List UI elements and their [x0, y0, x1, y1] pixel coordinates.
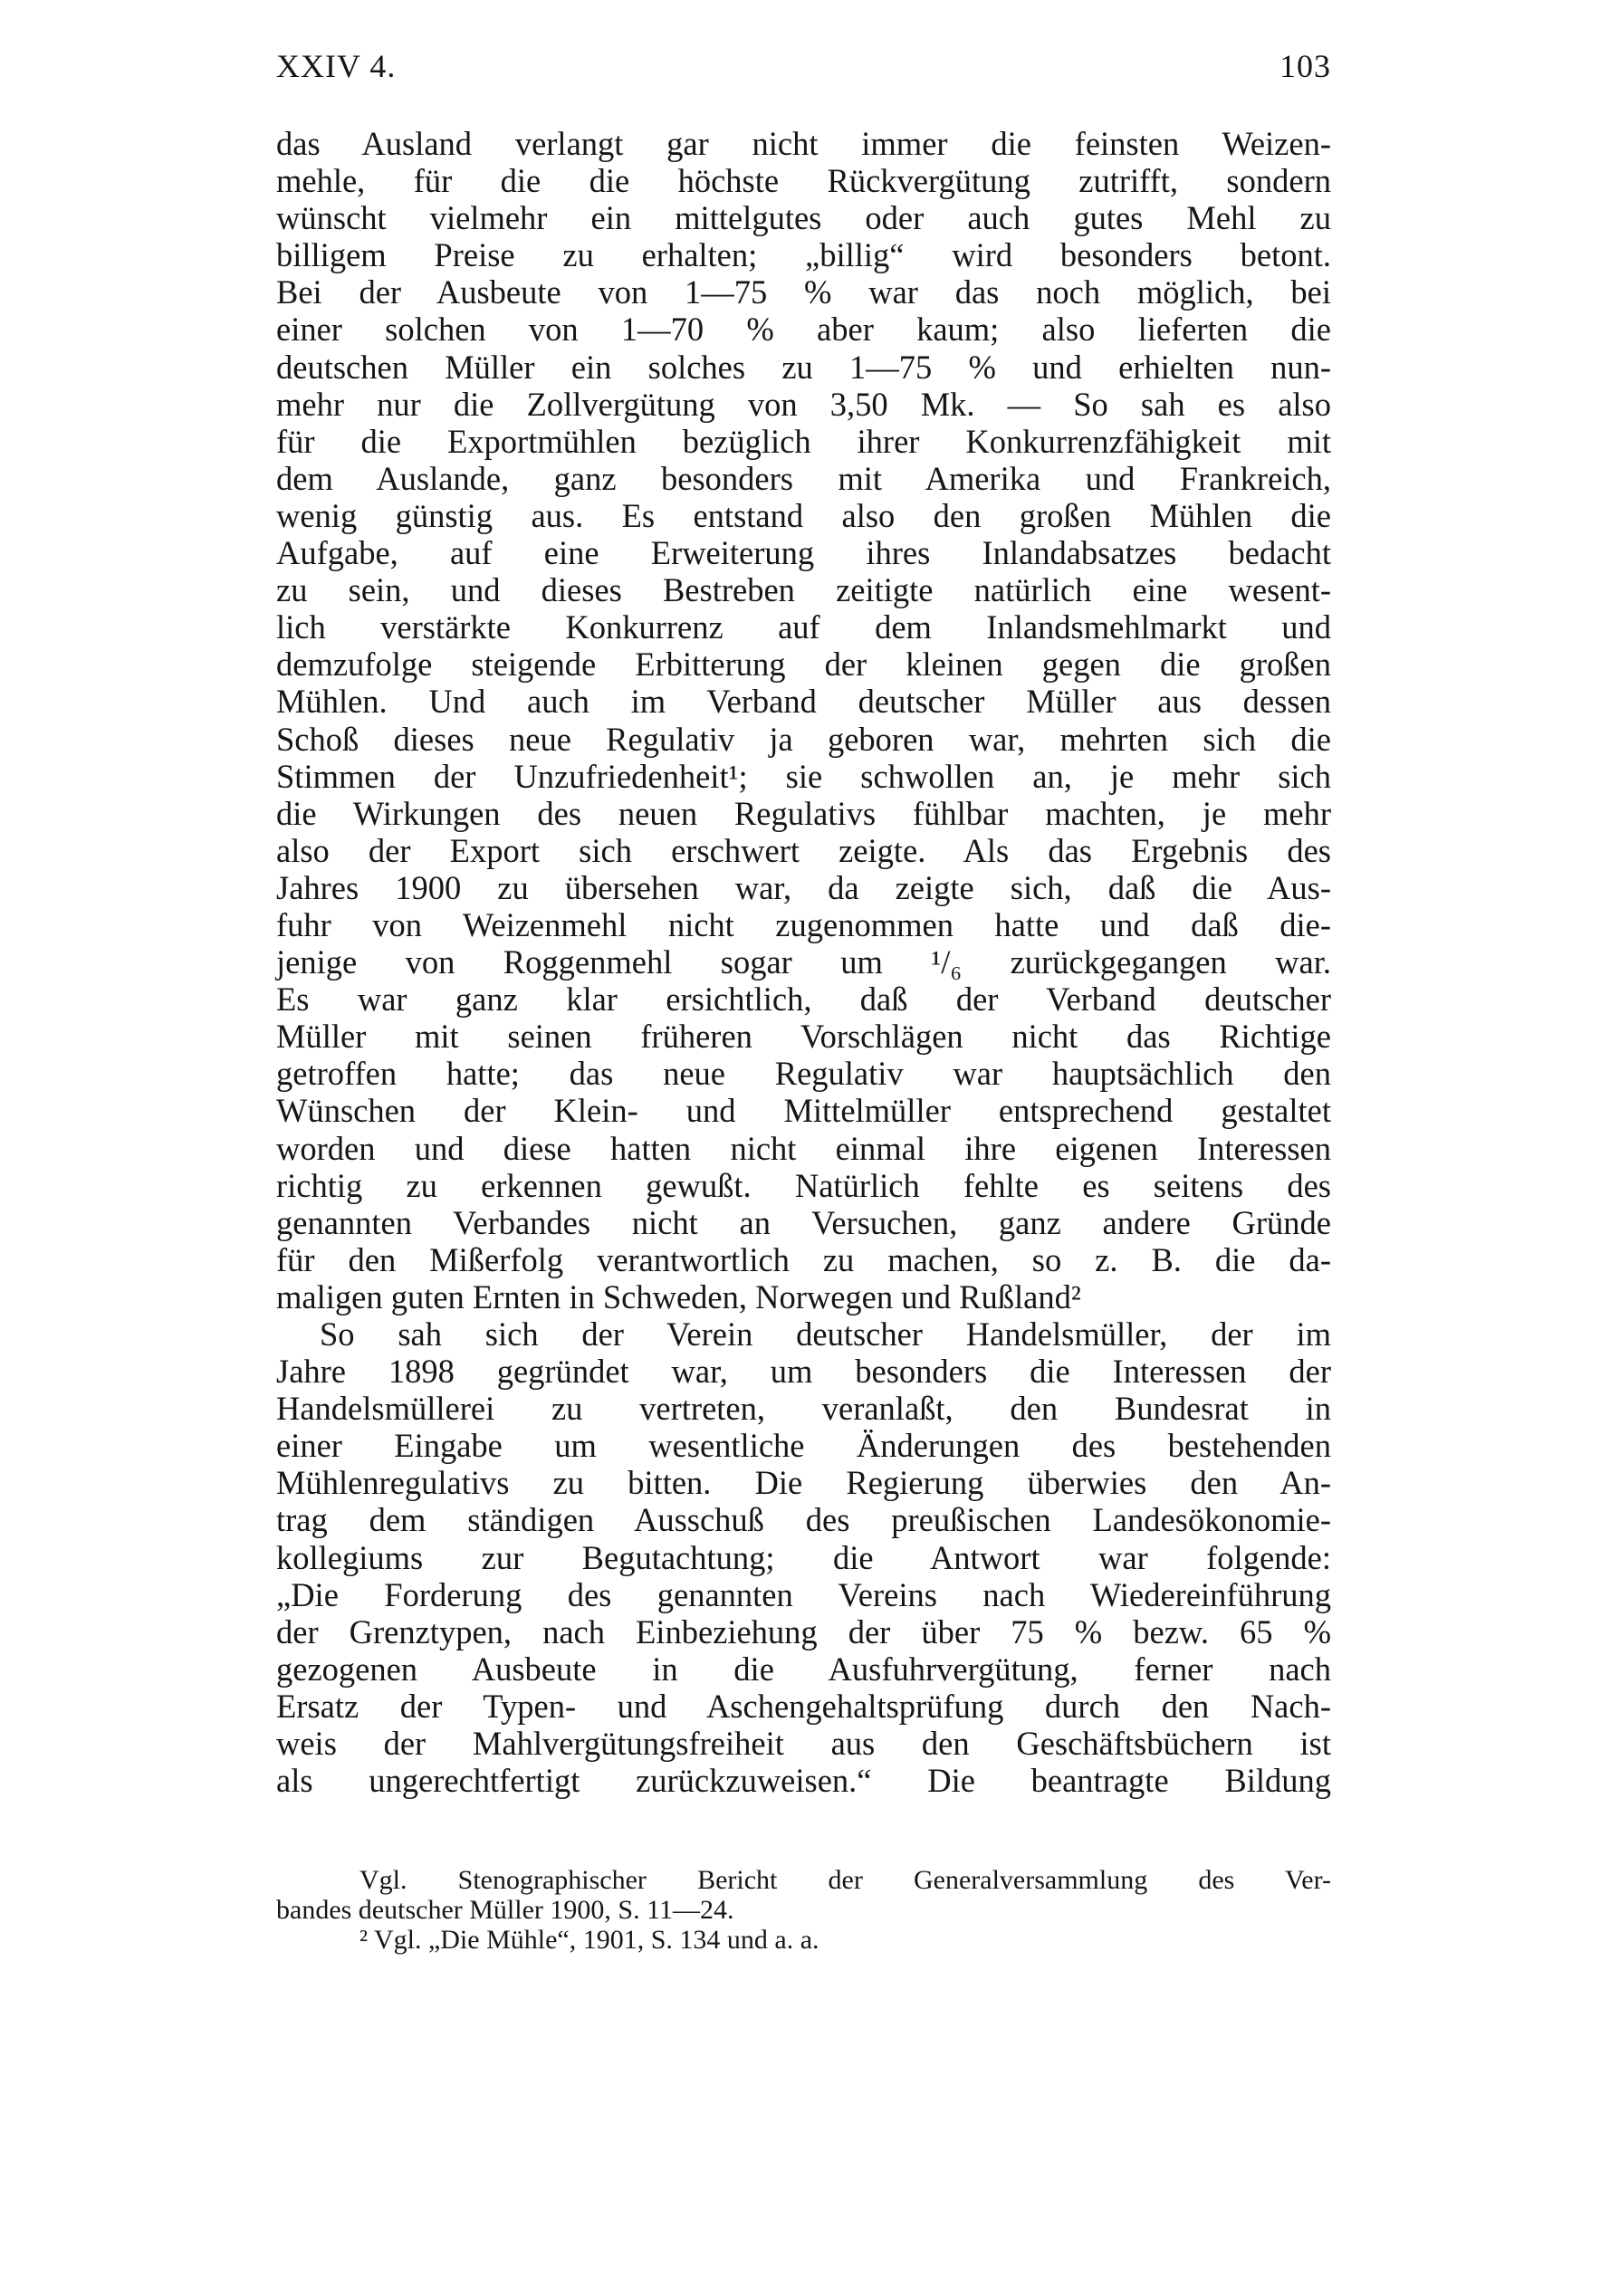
- footnote-2: ² Vgl. „Die Mühle“, 1901, S. 134 und a. a.: [359, 1925, 819, 1955]
- text-line: „Die Forderung des genannten Vereins nach Wiedereinführung: [276, 1575, 1331, 1613]
- footnote-1-continued: bandes deutscher Müller 1900, S. 11—24.: [276, 1895, 734, 1925]
- text-line: die Wirkungen des neuen Regulativs fühlbar machten, je mehr: [276, 794, 1331, 832]
- text-line: richtig zu erkennen gewußt. Natürlich fehlte es seitens des: [276, 1166, 1331, 1204]
- text-line: mehle, für die die höchste Rückvergütung zutrifft, sondern: [276, 162, 1331, 200]
- text-line: Es war ganz klar ersichtlich, daß der Verband deutscher: [276, 981, 1331, 1019]
- running-head: [276, 47, 1331, 92]
- chapter-marker: XXIV 4.: [276, 48, 397, 84]
- text-line: trag dem ständigen Ausschuß des preußischen Landesökonomie-: [276, 1501, 1331, 1539]
- text-line: deutschen Müller ein solches zu 1—75 % und erhielten nun-: [276, 348, 1331, 386]
- text-line: kollegiums zur Begutachtung; die Antwort war folgende:: [276, 1538, 1331, 1576]
- main-text: [276, 125, 1331, 1799]
- text-line: demzufolge steigende Erbitterung der kleinen gegen die großen: [276, 646, 1331, 684]
- text-line: wünscht vielmehr ein mittelgutes oder auch gutes Mehl zu: [276, 199, 1331, 237]
- text-line: Ersatz der Typen- und Aschengehaltsprüfung durch den Nach-: [276, 1687, 1331, 1725]
- text-line: Handelsmüllerei zu vertreten, veranlaßt, den Bundesrat in: [276, 1390, 1331, 1428]
- text-line: fuhr von Weizenmehl nicht zugenommen hatte und daß die-: [276, 905, 1331, 943]
- text-line: billigem Preise zu erhalten; „billig“ wird besonders betont.: [276, 236, 1331, 274]
- page-number: 103: [1279, 48, 1331, 84]
- text-line: einer solchen von 1—70 % aber kaum; also lieferten die: [276, 311, 1331, 349]
- text-line: einer Eingabe um wesentliche Änderungen des bestehenden: [276, 1427, 1331, 1465]
- text-line: getroffen hatte; das neue Regulativ war hauptsächlich den: [276, 1055, 1331, 1093]
- text-line: Mühlen. Und auch im Verband deutscher Müller aus dessen: [276, 683, 1331, 721]
- text-line: dem Auslande, ganz besonders mit Amerika und Frankreich,: [276, 459, 1331, 497]
- text-line: gezogenen Ausbeute in die Ausfuhrvergütung, ferner nach: [276, 1650, 1331, 1688]
- text-line: Wünschen der Klein- und Mittelmüller entsprechend gestaltet: [276, 1092, 1331, 1130]
- text-line: für die Exportmühlen bezüglich ihrer Konkurrenzfähigkeit mit: [276, 422, 1331, 460]
- text-line: also der Export sich erschwert zeigte. Als das Ergebnis des: [276, 831, 1331, 869]
- text-line: Stimmen der Unzufriedenheit¹; sie schwollen an, je mehr sich: [276, 757, 1331, 795]
- text-line: Jahre 1898 gegründet war, um besonders die Interessen der: [276, 1353, 1331, 1391]
- text-line: für den Mißerfolg verantwortlich zu machen, so z. B. die da-: [276, 1240, 1331, 1278]
- text-line: zu sein, und dieses Bestreben zeitigte natürlich eine wesent-: [276, 571, 1331, 609]
- paragraph-start-line: So sah sich der Verein deutscher Handelsmüller, der im: [320, 1315, 1331, 1353]
- footnotes: [276, 1865, 1331, 1955]
- text-line: Schoß dieses neue Regulativ ja geboren war, mehrten sich die: [276, 720, 1331, 758]
- text-line: Jahres 1900 zu übersehen war, da zeigte sich, daß die Aus-: [276, 868, 1331, 906]
- text-line: weis der Mahlvergütungsfreiheit aus den Geschäftsbüchern ist: [276, 1725, 1331, 1763]
- footnote-1: Vgl. Stenographischer Bericht der Generalversammlung des Ver-: [359, 1865, 1331, 1895]
- text-line: jenige von Roggenmehl sogar um ¹/₆ zurückgegangen war.: [276, 943, 1331, 981]
- text-line: worden und diese hatten nicht einmal ihre eigenen Interessen: [276, 1129, 1331, 1167]
- text-line: genannten Verbandes nicht an Versuchen, ganz andere Gründe: [276, 1203, 1331, 1241]
- text-line: Aufgabe, auf eine Erweiterung ihres Inlandabsatzes bedacht: [276, 534, 1331, 572]
- text-line: Bei der Ausbeute von 1—75 % war das noch möglich, bei: [276, 273, 1331, 311]
- text-line: lich verstärkte Konkurrenz auf dem Inlandsmehlmarkt und: [276, 608, 1331, 646]
- text-line: Mühlenregulativs zu bitten. Die Regierung überwies den An-: [276, 1464, 1331, 1502]
- text-line: als ungerechtfertigt zurückzuweisen.“ Die beantragte Bildung: [276, 1762, 1331, 1800]
- text-line: Müller mit seinen früheren Vorschlägen nicht das Richtige: [276, 1018, 1331, 1056]
- text-line: der Grenztypen, nach Einbeziehung der über 75 % bezw. 65 %: [276, 1612, 1331, 1650]
- text-line: das Ausland verlangt gar nicht immer die feinsten Weizen-: [276, 125, 1331, 162]
- text-line: mehr nur die Zollvergütung von 3,50 Mk. — So sah es also: [276, 385, 1331, 423]
- text-line: maligen guten Ernten in Schweden, Norwegen und Rußland²: [276, 1277, 1081, 1315]
- text-line: wenig günstig aus. Es entstand also den großen Mühlen die: [276, 496, 1331, 534]
